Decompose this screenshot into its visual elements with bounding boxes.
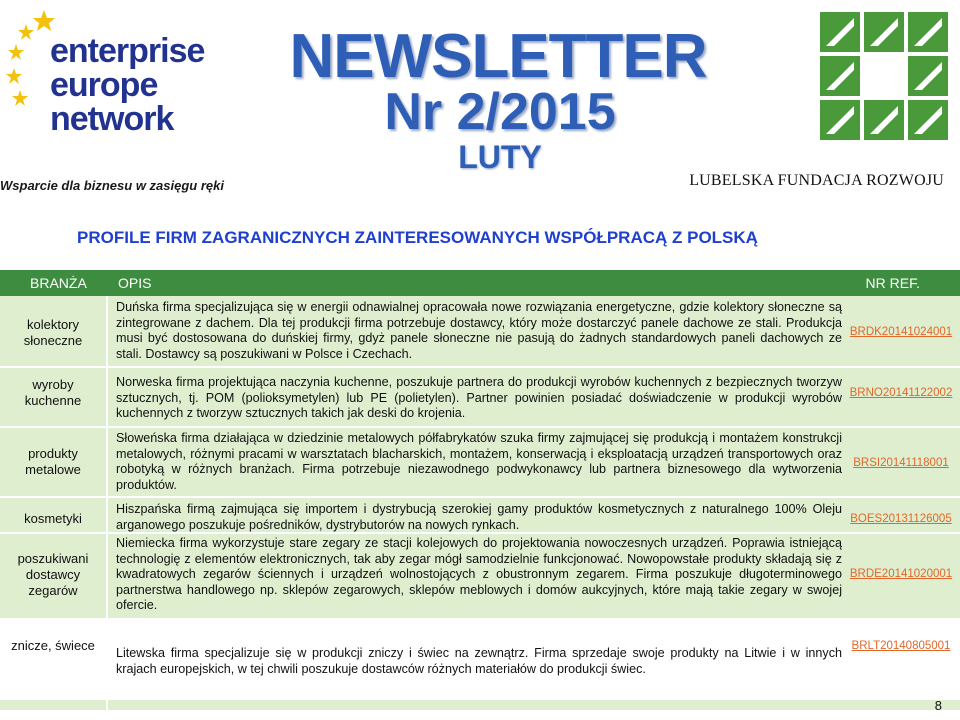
reference-link[interactable]: BRLT20140805001	[851, 640, 951, 652]
logo-line-1: enterprise	[50, 32, 205, 70]
category-line: kuchenne	[24, 393, 82, 408]
category-line: wyroby	[32, 377, 74, 392]
page-number: 8	[934, 698, 942, 713]
newsletter-title: NEWSLETTER	[289, 22, 707, 91]
header-ref: NR REF.	[865, 275, 920, 291]
enterprise-europe-network-logo	[0, 0, 224, 200]
organization-name: LUBELSKA FUNDACJA ROZWOJU	[689, 172, 944, 189]
table-header	[0, 270, 960, 296]
table-row-description: Litewska firma specjalizuje się w produkcji zniczy i świec na zewnątrz. Firma sprzedaje swoje produkty na Litwie i w innych krajach europejskich, w tej chwili poszukuje dostawców różnych materiałów do produkcji świec.	[116, 646, 842, 676]
table-row-category	[0, 551, 106, 599]
category-line: poszukiwani	[17, 551, 89, 566]
newsletter-number: Nr 2/2015	[384, 83, 616, 141]
row-divider	[0, 366, 960, 368]
category-line: kolektory	[26, 317, 80, 332]
reference-link[interactable]: BRDK20141024001	[849, 326, 953, 338]
header-opis: OPIS	[118, 275, 152, 291]
lfr-logo-icon	[820, 12, 950, 172]
logo-line-3: network	[50, 100, 174, 138]
table-row-description: Słoweńska firma działająca w dziedzinie metalowych półfabrykatów szuka firmy zajmującej się produkcją i montażem konstrukcji metalowych, różnymi pracami w warsztatach blacharskich, montażem, konserwacją i eksploatacją urządzeń transportowych oraz robotyką w różnych branżach. Firma potrzebuje niezawodnego podwykonawcy lub partnera biznesowego dla wytworzenia produktów.	[116, 431, 842, 492]
category-line: metalowe	[25, 462, 81, 477]
table-row-description: Hiszpańska firmą zajmująca się importem i dystrybucją szerokiej gamy produktów kosmetycznych z naturalnego 100% Oleju arganowego poszukuje pośredników, dystrybutorów na nowych rynkach.	[116, 502, 842, 532]
category-line: kosmetyki	[24, 511, 82, 526]
newsletter-month: LUTY	[458, 139, 542, 175]
table-row-category	[0, 446, 106, 478]
logo-wordmark	[50, 34, 204, 136]
category-line: dostawcy	[25, 567, 81, 582]
table-row-description: Niemiecka firma wykorzystuje stare zegary ze stacji kolejowych do projektowania nowoczesnych urządzeń. Poprawia istniejącą technologię z elementów elektronicznych, tak aby zegar mógł samodzielnie funkcjonować. Nowopowstałe produkty składają się z kwadratowych zegarów ściennych i urządzeń wolnostojących z obustronnym zegarem. Firma poszukuje długoterminowego partnerstwa handlowego np. sklepów zegarowych, sklepów meblowych i domów aukcyjnych, które mają takie zegary w swojej ofercie.	[116, 536, 842, 613]
logo-line-2: europe	[50, 66, 158, 104]
logo-tagline: Wsparcie dla biznesu w zasięgu ręki	[0, 178, 224, 193]
reference-link[interactable]: BRSI20141118001	[853, 457, 949, 469]
row-divider	[0, 426, 960, 428]
table-row-description: Duńska firma specjalizująca się w energii odnawialnej opracowała nowe rozwiązania energetyczne, gdzie kolektory słoneczne są zintegrowane z dachem. Dla tej produkcji firma potrzebuje dostawcy, który może dostarczyć panele dachowe ze stali. Produkcja musi być dostosowana do duńskiej firmy, gdyż panele słoneczne nie pasują do żadnych standardowych paneli dachowych ze stali. Dostawcy są poszukiwani w Polsce i Czechach.	[116, 300, 842, 361]
reference-link[interactable]: BOES20131126005	[850, 513, 952, 525]
table-row-category	[0, 377, 106, 409]
category-line: słoneczne	[23, 333, 83, 348]
table-row-category	[0, 638, 106, 654]
category-line: zegarów	[28, 583, 78, 598]
reference-link[interactable]: BRNO20141122002	[849, 387, 953, 399]
header-branza: BRANŻA	[30, 275, 87, 291]
table-row-description: Norweska firma projektująca naczynia kuchenne, poszukuje partnera do produkcji wyrobów kuchennych z bezpiecznych tworzyw sztucznych, tj. POM (polioksymetylen) lub PE (polietylen). Partner powinien posiadać doświadczenie w produkcji wyrobów kuchennych z tworzyw sztucznych takich jak deski do krojenia.	[116, 375, 842, 421]
row-divider	[0, 496, 960, 498]
table-row-last	[0, 620, 960, 700]
category-line: produkty	[28, 446, 78, 461]
reference-link[interactable]: BRDE20141020001	[849, 568, 953, 580]
table-row-category	[0, 317, 106, 349]
table-row-category	[0, 511, 106, 527]
category-line: znicze, świece	[11, 638, 95, 653]
section-title: PROFILE FIRM ZAGRANICZNYCH ZAINTERESOWANYCH WSPÓŁPRACĄ Z POLSKĄ	[77, 228, 758, 247]
